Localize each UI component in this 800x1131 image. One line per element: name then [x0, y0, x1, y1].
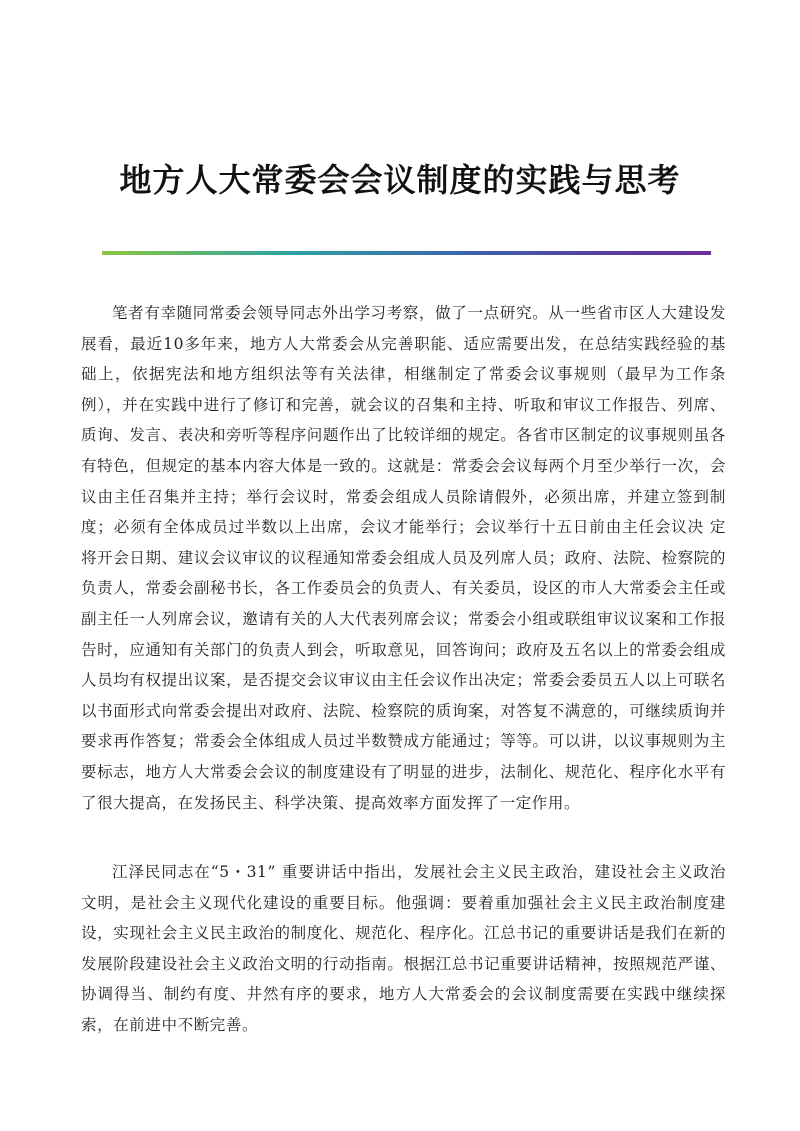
body-paragraph-1: 笔者有幸随同常委会领导同志外出学习考察，做了一点研究。从一些省市区人大建设发展看，最近10多年来，地方人大常委会从完善职能、适应需要出发，在总结实践经验的基础上，依据宪法和地方组织法等有关法律，相继制定了常委会议事规则（最早为工作条例），并在实践中进行了修订和完善，就会议的召集和主持、听取和审议工作报告、列席、质询、发言、表决和旁听等程序问题作出了比较详细的规定。各省市区制定的议事规则虽各有特色，但规定的基本内容大体是一致的。这就是：常委会会议每两个月至少举行一次，会议由主任召集并主持；举行会议时，常委会组成人员除请假外，必须出席，并建立签到制度；必须有全体成员过半数以上出席，会议才能举行；会议举行十五日前由主任会议决 定将开会日期、建议会议审议的议程通知常委会组成人员及列席人员；政府、法院、检察院的负责人，常委会副秘书长，各工作委员会的负责人、有关委员，设区的市人大常委会主任或副主任一人列席会议，邀请有关的人大代表列席会议；常委会小组或联组审议议案和工作报告时，应通知有关部门的负责人到会，听取意见，回答询问；政府及五名以上的常委会组成人员均有权提出议案，是否提交会议审议由主任会议作出决定；常委会委员五人以上可联名以书面形式向常委会提出对政府、法院、检察院的质询案，对答复不满意的，可继续质询并要求再作答复；常委会全体组成人员过半数赞成方能通过；等等。可以讲，以议事规则为主要标志，地方人大常委会会议的制度建设有了明显的进步，法制化、规范化、程序化水平有了很大提高，在发扬民主、科学决策、提高效率方面发挥了一定作用。: [81, 304, 726, 812]
title-divider: [102, 251, 711, 255]
page-title: 地方人大常委会会议制度的实践与思考: [119, 161, 681, 199]
body-paragraph-2: 江泽民同志在“5・31” 重要讲话中指出，发展社会主义民主政治，建设社会主义政治文明，是社会主义现代化建设的重要目标。他强调：要着重加强社会主义民主政治制度建设，实现社会主义民主政治的制度化、规范化、程序化。江总书记的重要讲话是我们在新的发展阶段建设社会主义政治文明的行动指南。根据江总书记重要讲话精神，按照规范严谨、协调得当、制约有度、井然有序的要求，地方人大常委会的会议制度需要在实践中继续探索，在前进中不断完善。: [81, 863, 726, 1034]
